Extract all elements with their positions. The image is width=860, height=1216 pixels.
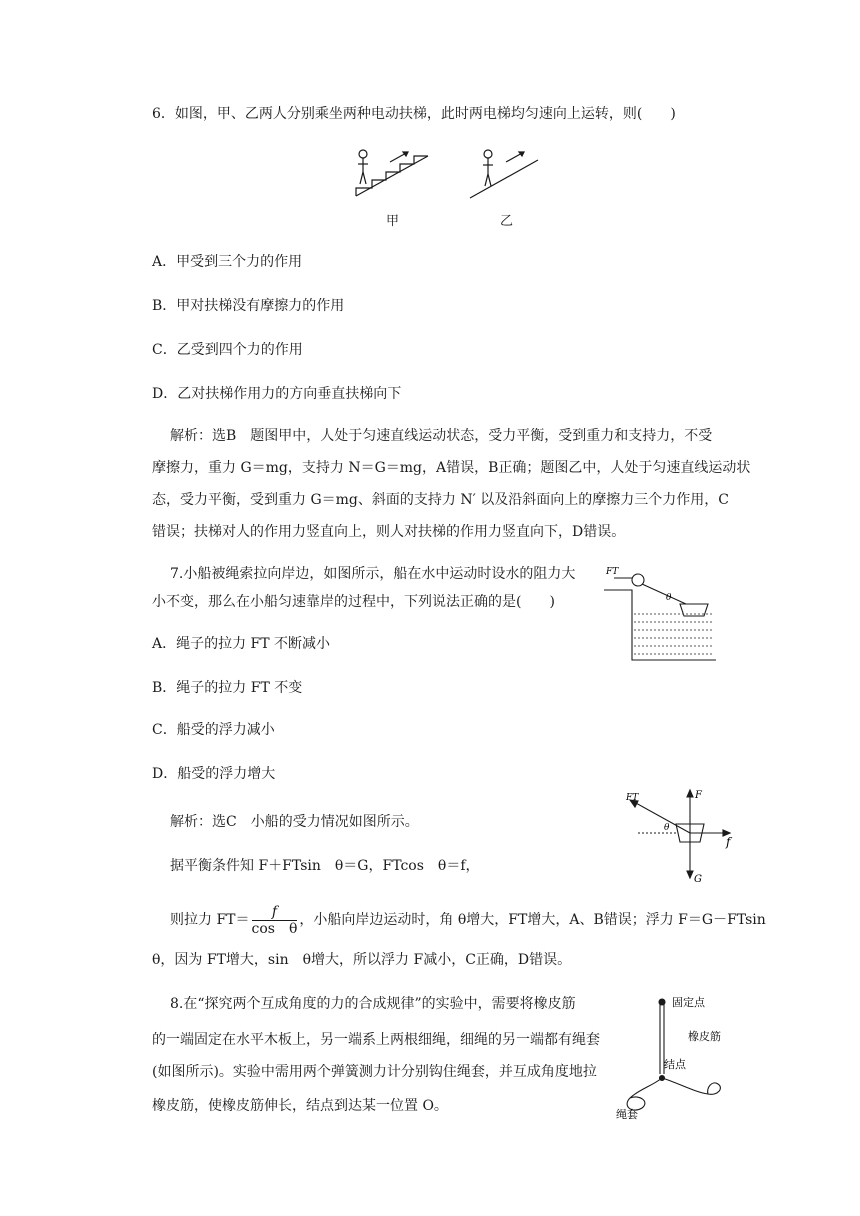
escalator-figure <box>350 140 550 210</box>
tension-fraction <box>252 904 298 937</box>
force-g-label: G <box>694 874 702 885</box>
q6-analysis-line-3: 态，受力平衡，受到重力 G＝mg、斜面的支持力 N′ 以及沿斜面向上的摩擦力三个力作用，C <box>152 492 729 508</box>
q6-analysis-line-2: 摩擦力，重力 G＝mg，支持力 N＝G＝mg，A错误，B正确；题图乙中，人处于匀速直线运动状 <box>152 460 751 476</box>
q7-stem-line-1: 7.小船被绳索拉向岸边，如图所示，船在水中运动时设水的阻力大 <box>170 566 576 582</box>
q6-option-d: D．乙对扶梯作用力的方向垂直扶梯向下 <box>152 386 402 402</box>
force-ft-label: FT <box>626 793 639 803</box>
q6-option-a: A．甲受到三个力的作用 <box>152 254 303 270</box>
q7-analysis-line-3-post: ，小船向岸边运动时，角 θ增大，FT增大，A、B错误；浮力 F＝G－FTsin <box>299 912 766 928</box>
q6-analysis-line-1: 解析：选B 题图甲中，人处于匀速直线运动状态，受力平衡，受到重力和支持力，不受 <box>170 428 713 444</box>
bank-outline <box>604 590 716 660</box>
boat-figure <box>604 560 716 664</box>
force-f-label: F <box>695 790 702 801</box>
label-knot: 结点 <box>664 1058 686 1071</box>
fraction-denominator: cos θ <box>251 920 298 937</box>
q7-option-a: A．绳子的拉力 FT 不断减小 <box>152 636 331 652</box>
q6-analysis-line-4: 错误；扶梯对人的作用力竖直向上，则人对扶梯的作用力竖直向下，D错误。 <box>152 524 626 540</box>
boat-ft-label: FT <box>606 567 619 577</box>
q7-analysis-line-2: 据平衡条件知 F＋FTsin θ＝G，FTcos θ＝f， <box>170 858 480 874</box>
force-theta-label: θ <box>664 823 670 833</box>
q8-stem-line-4: 橡皮筋，使橡皮筋伸长，结点到达某一位置 O。 <box>152 1098 448 1114</box>
q8-stem-line-2: 的一端固定在水平木板上，另一端系上两根细绳，细绳的另一端都有绳套 <box>152 1032 600 1048</box>
fraction-numerator: f <box>252 904 298 921</box>
label-fixed-point: 固定点 <box>672 996 705 1009</box>
q7-analysis-line-3 <box>170 900 766 940</box>
label-rubber-band: 橡皮筋 <box>688 1030 721 1043</box>
q7-option-c: C．船受的浮力减小 <box>152 722 275 738</box>
q6-option-c: C．乙受到四个力的作用 <box>152 342 303 358</box>
q6-stem: 6．如图，甲、乙两人分别乘坐两种电动扶梯，此时两电梯均匀速向上运转，则( ) <box>152 106 676 122</box>
figure-label-jia: 甲 <box>386 214 400 229</box>
q6-option-b: B．甲对扶梯没有摩擦力的作用 <box>152 298 345 314</box>
q8-stem-line-3: (如图所示)。实验中需用两个弹簧测力计分别钩住绳套，并互成角度地拉 <box>152 1064 597 1080</box>
escalator-a <box>356 150 428 196</box>
q7-option-d: D．船受的浮力增大 <box>152 766 276 782</box>
figure-label-yi: 乙 <box>500 214 514 229</box>
boat-theta-label: θ <box>666 593 672 603</box>
q7-stem-line-2: 小不变，那么在小船匀速靠岸的过程中，下列说法正确的是( ) <box>152 594 555 610</box>
q7-analysis-line-4: θ，因为 FT增大，sin θ增大，所以浮力 F减小，C正确，D错误。 <box>152 952 572 968</box>
label-loop: 绳套 <box>616 1108 638 1121</box>
q7-analysis-line-3-pre: 则拉力 FT＝ <box>170 912 250 928</box>
rubber-band-figure <box>614 990 754 1122</box>
force-diagram <box>620 786 740 890</box>
q7-analysis-line-1: 解析：选C 小船的受力情况如图所示。 <box>170 814 419 830</box>
q7-option-b: B．绳子的拉力 FT 不变 <box>152 680 303 696</box>
force-fric-label: f <box>726 835 731 849</box>
q8-stem-line-1: 8.在“探究两个互成角度的力的合成规律”的实验中，需要将橡皮筋 <box>170 996 576 1012</box>
escalator-b <box>470 150 538 198</box>
